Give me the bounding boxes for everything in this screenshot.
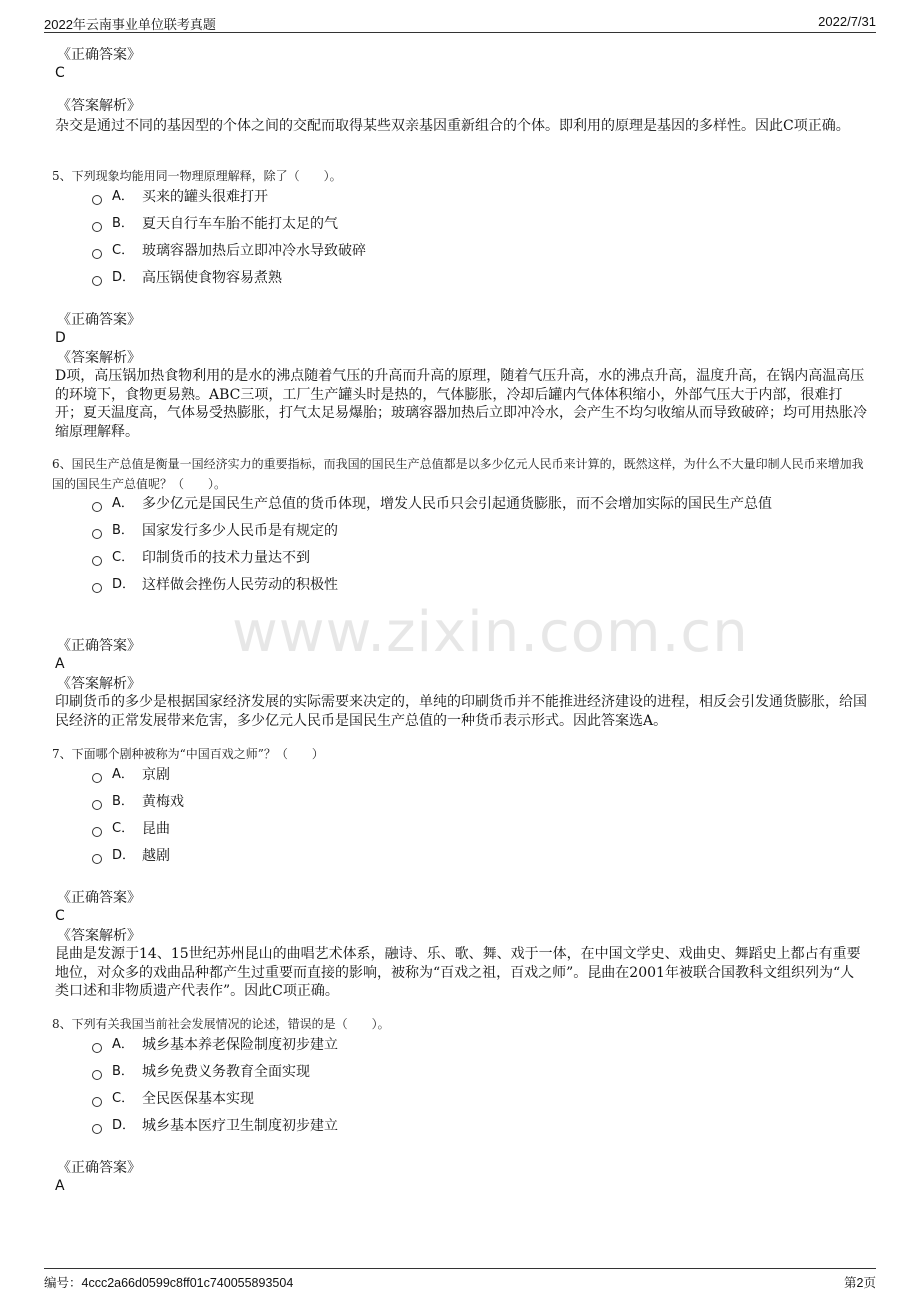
radio-icon[interactable] — [92, 854, 102, 864]
question-6: 6、国民生产总值是衡量一国经济实力的重要指标，而我国的国民生产总值都是以多少亿元人民币来计算的，既然这样，为什么不大量印制人民币来增加我国的国民生产总值呢？（ ）。 — [52, 457, 864, 491]
option-q5-a[interactable]: A． 买来的罐头很难打开 — [92, 187, 268, 207]
radio-icon[interactable] — [92, 529, 102, 539]
analysis-q7: 昆曲是发源于14、15世纪苏州昆山的曲唱艺术体系，融诗、乐、歌、舞、戏于一体，在中国文学史、戏曲史、舞蹈史上都占有重要地位，对众多的戏曲品种都产生过重要而直接的影响，被称为“百戏之祖，百戏之师”。昆曲在2001年被联合国教科文组织列为“人类口述和非物质遗产代表作”。因此C项正确。 — [55, 946, 861, 999]
document-date: 2022/7/31 — [818, 14, 876, 29]
correct-answer-q5: D — [55, 330, 66, 346]
watermark: www.zixin.com.cn — [232, 600, 749, 665]
option-q5-b[interactable]: B． 夏天自行车车胎不能打太足的气 — [92, 214, 338, 234]
correct-answer-q7: C — [55, 908, 65, 924]
analysis-q4: 杂交是通过不同的基因型的个体之间的交配而取得某些双亲基因重新组合的个体。即利用的原理是基因的多样性。因此C项正确。 — [55, 118, 850, 134]
page-header — [44, 8, 876, 33]
correct-answer-label: 《正确答案》 — [57, 638, 141, 654]
option-q8-a[interactable]: A． 城乡基本养老保险制度初步建立 — [92, 1035, 338, 1055]
radio-icon[interactable] — [92, 222, 102, 232]
option-q7-d[interactable]: D． 越剧 — [92, 846, 170, 866]
radio-icon[interactable] — [92, 800, 102, 810]
radio-icon[interactable] — [92, 1124, 102, 1134]
option-q8-d[interactable]: D． 城乡基本医疗卫生制度初步建立 — [92, 1116, 338, 1136]
option-q6-a[interactable]: A． 多少亿元是国民生产总值的货币体现，增发人民币只会引起通货膨胀，而不会增加实际的国民生产总值 — [92, 494, 772, 514]
question-7: 7、下面哪个剧种被称为“中国百戏之师”？（ ） — [52, 747, 324, 761]
analysis-label: 《答案解析》 — [57, 98, 141, 114]
radio-icon[interactable] — [92, 827, 102, 837]
document-title: 2022年云南事业单位联考真题 — [44, 17, 216, 32]
radio-icon[interactable] — [92, 1097, 102, 1107]
radio-icon[interactable] — [92, 556, 102, 566]
question-5: 5、下列现象均能用同一物理原理解释，除了（ ）。 — [52, 169, 342, 183]
analysis-q6: 印刷货币的多少是根据国家经济发展的实际需要来决定的，单纯的印刷货币并不能推进经济建设的进程，相反会引发通货膨胀，给国民经济的正常发展带来危害，多少亿元人民币是国民生产总值的一种货币表示形式。因此答案选A。 — [55, 694, 867, 729]
page-number: 第2页 — [844, 1276, 876, 1290]
option-q7-a[interactable]: A． 京剧 — [92, 765, 170, 785]
analysis-label: 《答案解析》 — [57, 676, 141, 692]
radio-icon[interactable] — [92, 502, 102, 512]
radio-icon[interactable] — [92, 1043, 102, 1053]
analysis-label: 《答案解析》 — [57, 350, 141, 366]
correct-answer-label: 《正确答案》 — [57, 890, 141, 906]
option-q7-b[interactable]: B． 黄梅戏 — [92, 792, 184, 812]
option-q5-c[interactable]: C． 玻璃容器加热后立即冲冷水导致破碎 — [92, 241, 366, 261]
option-q8-b[interactable]: B． 城乡免费义务教育全面实现 — [92, 1062, 310, 1082]
page-footer — [44, 1268, 876, 1293]
radio-icon[interactable] — [92, 773, 102, 783]
question-8: 8、下列有关我国当前社会发展情况的论述，错误的是（ ）。 — [52, 1017, 390, 1031]
option-q6-c[interactable]: C． 印制货币的技术力量达不到 — [92, 548, 310, 568]
correct-answer-label: 《正确答案》 — [57, 312, 141, 328]
option-q6-d[interactable]: D． 这样做会挫伤人民劳动的积极性 — [92, 575, 338, 595]
radio-icon[interactable] — [92, 276, 102, 286]
correct-answer-q4: C — [55, 65, 65, 81]
option-q7-c[interactable]: C． 昆曲 — [92, 819, 170, 839]
radio-icon[interactable] — [92, 1070, 102, 1080]
radio-icon[interactable] — [92, 195, 102, 205]
option-q6-b[interactable]: B． 国家发行多少人民币是有规定的 — [92, 521, 338, 541]
radio-icon[interactable] — [92, 583, 102, 593]
document-code: 编号：4ccc2a66d0599c8ff01c740055893504 — [44, 1276, 294, 1290]
correct-answer-label: 《正确答案》 — [57, 47, 141, 63]
correct-answer-label: 《正确答案》 — [57, 1160, 141, 1176]
correct-answer-q6: A — [55, 656, 65, 672]
option-q8-c[interactable]: C． 全民医保基本实现 — [92, 1089, 254, 1109]
option-q5-d[interactable]: D． 高压锅使食物容易煮熟 — [92, 268, 282, 288]
analysis-q5: D项，高压锅加热食物利用的是水的沸点随着气压的升高而升高的原理，随着气压升高，水的沸点升高，温度升高，在锅内高温高压的环境下，食物更易熟。ABC三项，工厂生产罐头时是热的，气体膨胀，冷却后罐内气体体积缩小，外部气压大于内部，很难打开；夏天温度高，气体易受热膨胀，打气太足易爆胎；玻璃容器加热后立即冲冷水，会产生不均匀收缩从而导致破碎；均可用热胀冷缩原理解释。 — [55, 368, 867, 440]
analysis-label: 《答案解析》 — [57, 928, 141, 944]
correct-answer-q8: A — [55, 1178, 65, 1194]
radio-icon[interactable] — [92, 249, 102, 259]
